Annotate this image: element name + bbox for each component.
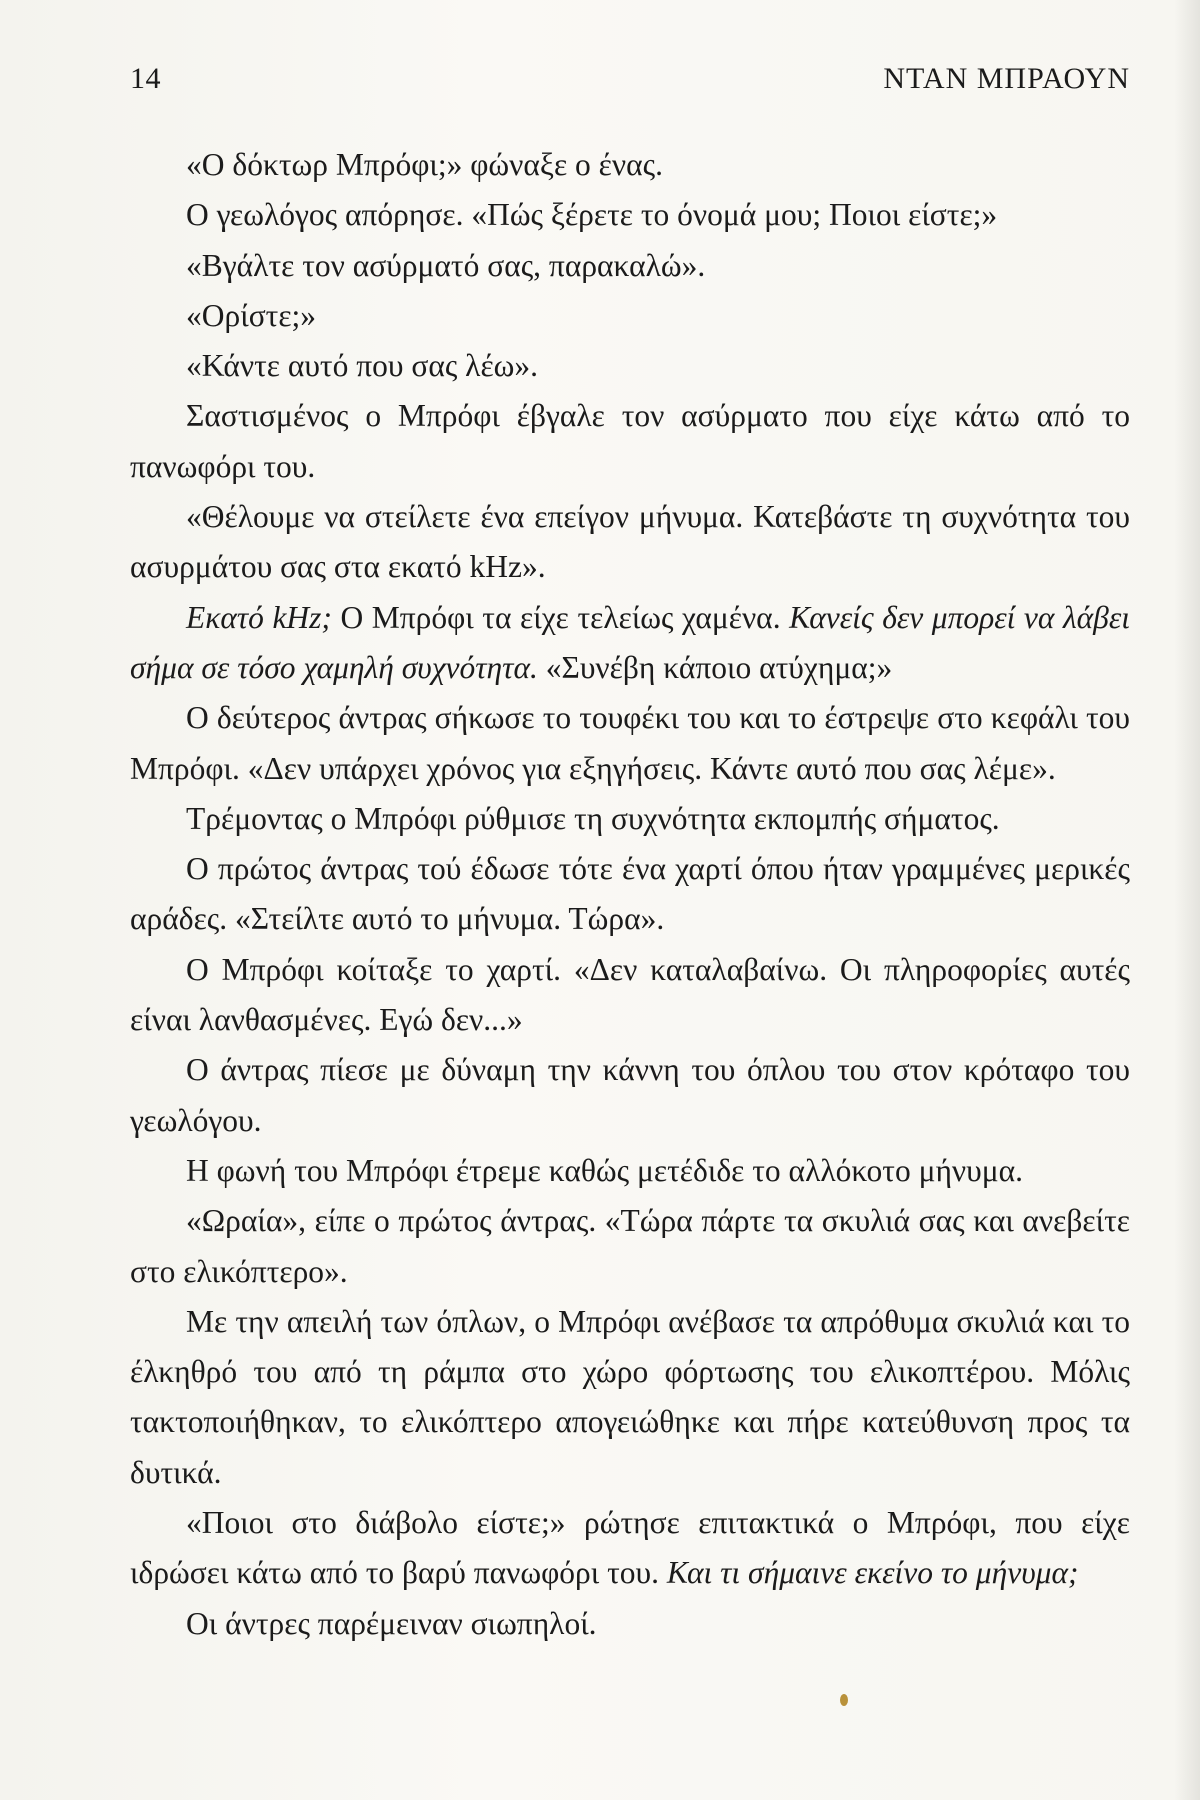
paragraph: [130, 1196, 1130, 1297]
paragraph: [130, 190, 1130, 240]
text-run: Η φωνή του Μπρόφι έτρεμε καθώς μετέδιδε το αλλόκοτο μήνυμα.: [186, 1152, 1024, 1188]
text-run: Ο Μπρόφι τα είχε τελείως χαμένα.: [331, 599, 790, 635]
body-text: [130, 140, 1130, 1649]
text-run: «Συνέβη κάποιο ατύχημα;»: [537, 649, 893, 685]
text-run: «Κάντε αυτό που σας λέω».: [186, 348, 539, 384]
text-run: Ο πρώτος άντρας τού έδωσε τότε ένα χαρτί όπου ήταν γραμμένες μερικές αράδες. «Στείλτε αυτό το μήνυμα. Τώρα».: [130, 851, 1130, 937]
paragraph: [130, 492, 1130, 593]
text-run: Με την απειλή των όπλων, ο Μπρόφι ανέβασε τα απρόθυμα σκυλιά και το έλκηθρό του από τη ράμπα στο χώρο φόρτωσης του ελικοπτέρου. Μόλις τακτοποιήθηκαν, το ελικόπτερο απογειώθηκε και πήρε κατεύθυνση προς τα δυτικά.: [130, 1303, 1130, 1490]
page-edge-shadow: [1174, 0, 1200, 1800]
text-run: Ο γεωλόγος απόρησε. «Πώς ξέρετε το όνομά μου; Ποιοι είστε;»: [186, 197, 998, 233]
text-run: Οι άντρες παρέμειναν σιωπηλοί.: [186, 1605, 597, 1641]
running-head: ΝΤΑΝ ΜΠΡΑΟΥΝ: [883, 62, 1130, 95]
paragraph: [130, 140, 1130, 190]
paragraph: [130, 291, 1130, 341]
text-run: Ο δεύτερος άντρας σήκωσε το τουφέκι του και το έστρεψε στο κεφάλι του Μπρόφι. «Δεν υπάρχει χρόνος για εξηγήσεις. Κάντε αυτό που σας λέμε».: [130, 700, 1130, 786]
text-run: «Ο δόκτωρ Μπρόφι;» φώναξε ο ένας.: [186, 147, 663, 182]
paragraph: [130, 794, 1130, 844]
text-run: Τρέμοντας ο Μπρόφι ρύθμισε τη συχνότητα εκπομπής σήματος.: [186, 800, 1000, 836]
text-run: Σαστισμένος ο Μπρόφι έβγαλε τον ασύρματο που είχε κάτω από το πανωφόρι του.: [130, 398, 1130, 484]
italic-text: Κανείς δεν μπορεί να λάβει σήμα σε τόσο χαμηλή συχνότητα.: [130, 599, 1130, 685]
text-run: «Βγάλτε τον ασύρματό σας, παρακαλώ».: [186, 247, 706, 283]
text-run: «Θέλουμε να στείλετε ένα επείγον μήνυμα. Κατεβάστε τη συχνότητα του ασυρμάτου σας στα εκατό kHz».: [130, 499, 1130, 585]
italic-text: Και τι σήμαινε εκείνο το μήνυμα;: [666, 1555, 1079, 1591]
text-run: «Ποιοι στο διάβολο είστε;» ρώτησε επιτακτικά ο Μπρόφι, που είχε ιδρώσει κάτω από το βαρύ πανωφόρι του.: [130, 1505, 1130, 1591]
paragraph: [130, 593, 1130, 694]
paper-speck: [840, 1694, 848, 1706]
paragraph: [130, 341, 1130, 391]
paragraph: [130, 391, 1130, 492]
paragraph: [130, 1599, 1130, 1649]
paragraph: [130, 945, 1130, 1046]
paragraph: [130, 844, 1130, 945]
paragraph: [130, 241, 1130, 291]
paragraph: [130, 1146, 1130, 1196]
paragraph: [130, 1297, 1130, 1498]
paragraph: [130, 1045, 1130, 1146]
text-run: Ο άντρας πίεσε με δύναμη την κάννη του όπλου του στον κρόταφο του γεωλόγου.: [130, 1052, 1130, 1138]
text-run: Ο Μπρόφι κοίταξε το χαρτί. «Δεν καταλαβαίνω. Οι πληροφορίες αυτές είναι λανθασμένες. Εγώ δεν...»: [130, 951, 1130, 1038]
text-run: «Ορίστε;»: [186, 297, 317, 333]
paragraph: [130, 1498, 1130, 1599]
paragraph: [130, 693, 1130, 794]
page-header: [130, 62, 1130, 102]
italic-text: Εκατό kHz;: [186, 599, 332, 635]
page-number: 14: [130, 62, 161, 95]
text-run: «Ωραία», είπε ο πρώτος άντρας. «Τώρα πάρτε τα σκυλιά σας και ανεβείτε στο ελικόπτερο».: [130, 1203, 1130, 1289]
